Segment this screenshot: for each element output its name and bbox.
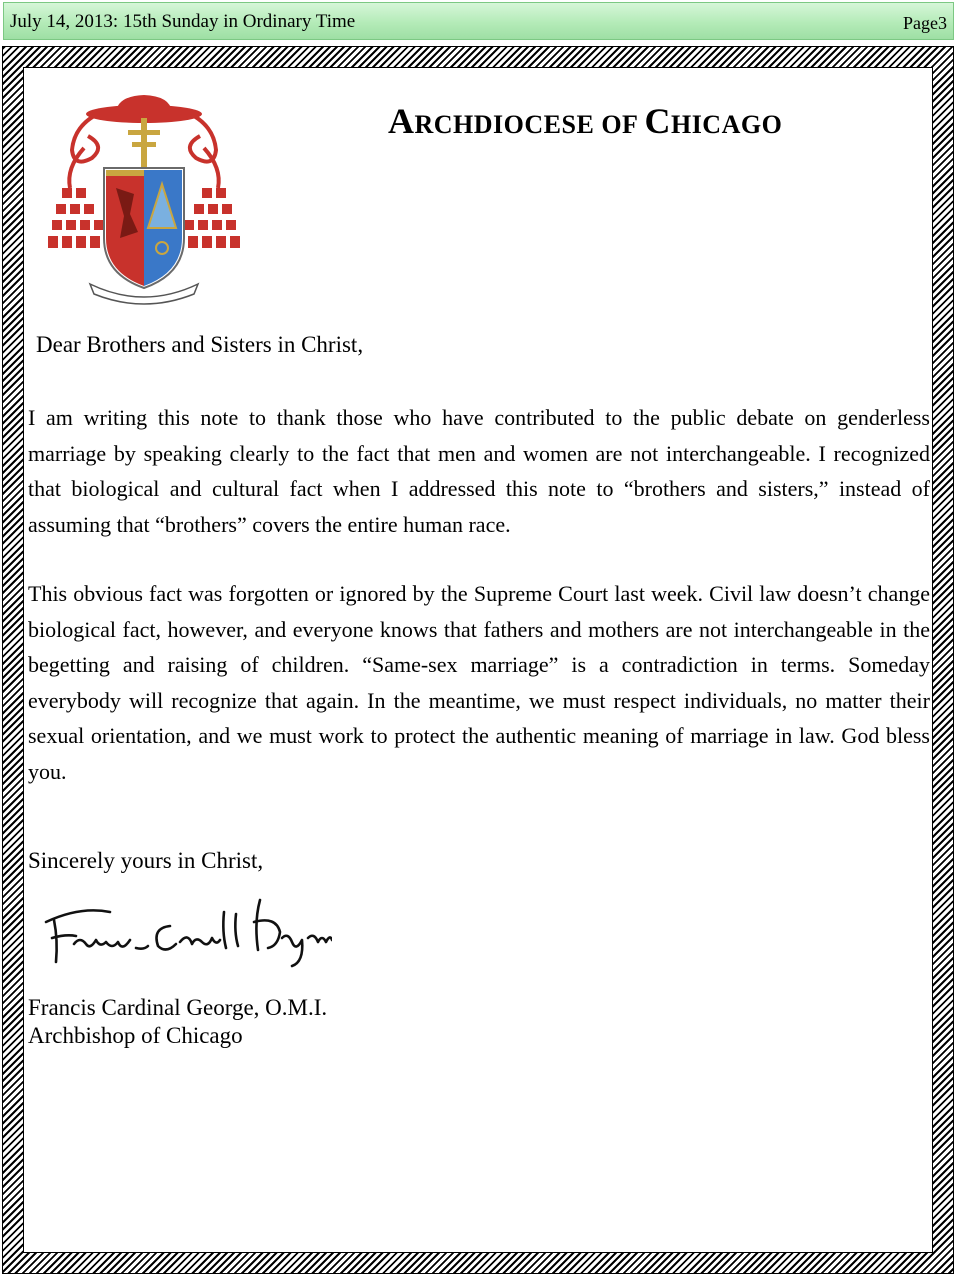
issue-date: July 14, 2013: 15th Sunday in Ordinary Time xyxy=(10,11,356,32)
letter-title xyxy=(388,100,782,142)
page-header xyxy=(3,2,954,40)
coat-of-arms-icon xyxy=(44,88,244,310)
closing-line: Sincerely yours in Christ, xyxy=(28,848,264,873)
signature-icon xyxy=(40,892,332,970)
letter-paragraph: I am writing this note to thank those who have contributed to the public debate on genderless marriage by speaking clearly to the fact that men and women are not interchangeable. I recognized that biological and cultural fact when I addressed this note to “brothers and sisters,” instead of assuming that “brothers” covers the entire human race. xyxy=(28,405,930,537)
signer-name: Francis Cardinal George, O.M.I. xyxy=(28,995,328,1020)
page-number: Page3 xyxy=(903,13,947,33)
signer-title: Archbishop of Chicago xyxy=(28,1023,243,1048)
title-initial-c: C xyxy=(644,101,671,141)
signer-block xyxy=(28,994,327,1050)
salutation: Dear Brothers and Sisters in Christ, xyxy=(36,332,364,357)
title-word-archdiocese-of: RCHDIOCESE OF xyxy=(414,110,645,139)
title-word-chicago: HICAGO xyxy=(670,110,783,139)
title-initial-a: A xyxy=(388,101,415,141)
letter-paragraph: This obvious fact was forgotten or ignored by the Supreme Court last week. Civil law doesn’t change biological fact, however, and everyone knows that fathers and mothers are not interchangeable in the begetting and raising of children. “Same-sex marriage” is a contradiction in terms. Someday everybody will recognize that again. In the meantime, we must respect individuals, no matter their sexual orientation, and we must work to protect the authentic meaning of marriage in law. God bless you. xyxy=(28,581,930,784)
